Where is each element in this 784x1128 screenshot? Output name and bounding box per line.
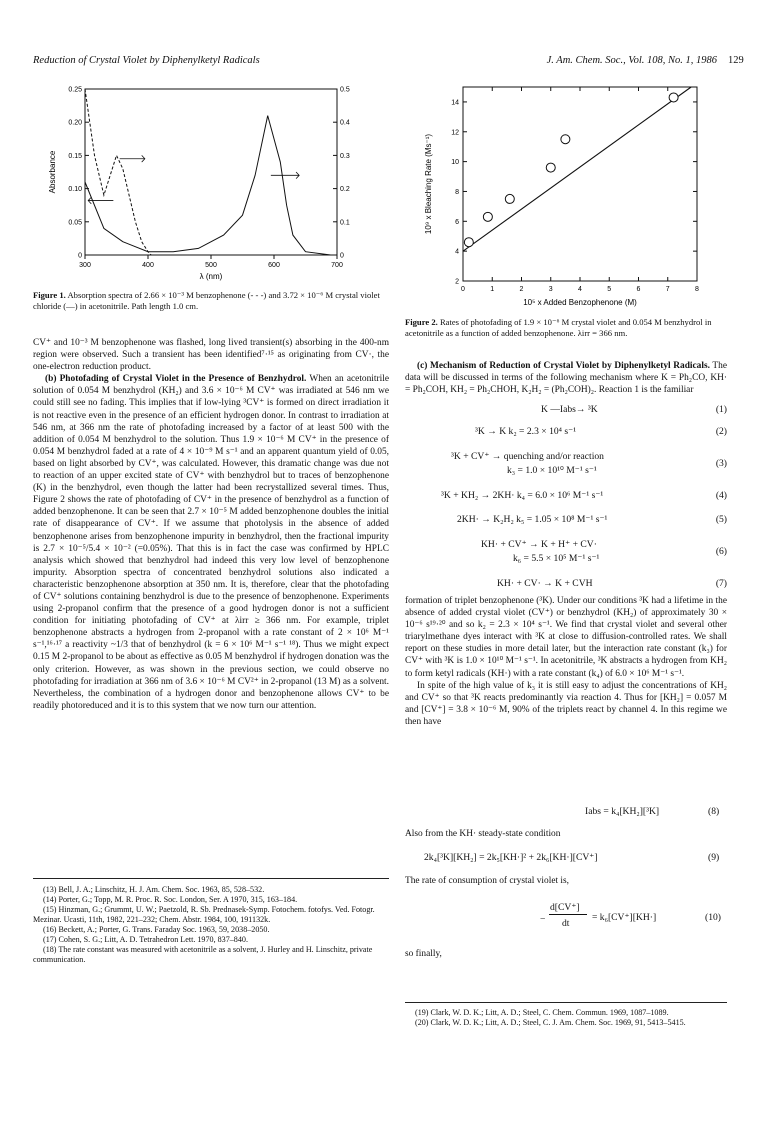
equation-4-number: (4) xyxy=(715,490,727,501)
fig2-x-tick-label: 3 xyxy=(548,286,553,293)
equation-10: − d[CV⁺] dt = k₆[CV⁺][KH·] xyxy=(540,902,657,929)
equation-5-number: (5) xyxy=(715,514,727,525)
fig2-y-tick-label: 8 xyxy=(455,188,459,196)
equation-8: Iabs = k₄[KH₂][³K] xyxy=(585,806,660,817)
fig2-y-tick-label: 12 xyxy=(451,129,459,137)
fig1-y-tick-label-left: 0 xyxy=(78,252,82,260)
fig1-x-axis-label: λ (nm) xyxy=(199,272,223,281)
fig1-y-tick-label-right: 0.2 xyxy=(340,186,350,194)
right-paragraph-1: formation of triplet benzophenone (³K). Under our conditions ³K had a lifetime in the absence of added crystal violet (CV⁺) or benzhydrol (KH₂) of approximately 30 × 10⁻⁶ s¹⁹·²⁰ and so k₂ = 2.3 × 10⁴ s⁻¹. We find that crystal violet and several other triarylmethane dyes interact with ³K at close to diffusion-controlled rates. We shall report on these studies in more detail later, but the interaction rate constant (k₃) for CV⁺ with ³K is 1.0 × 10¹⁰ M⁻¹ s⁻¹. In acetonitrile, ³K abstracts a hydrogen from KH₂ to form ketyl radicals (KH·) with a rate constant (k₄) of 6.0 × 10⁶ M⁻¹ s⁻¹. xyxy=(405,596,727,679)
equation-3-number: (3) xyxy=(715,458,727,469)
equation-6-rate: k₆ = 5.5 × 10⁵ M⁻¹ s⁻¹ xyxy=(513,553,600,564)
fig1-y-tick-label-right: 0.5 xyxy=(340,86,350,94)
fig1-y-tick-label-left: 0.25 xyxy=(68,86,82,94)
fig1-arrow-right-axis xyxy=(120,155,145,162)
figure-1-label: Figure 1. xyxy=(33,290,66,300)
references-right xyxy=(405,1008,727,1028)
fig1-series-dashed xyxy=(85,89,151,255)
fig2-y-tick-label: 14 xyxy=(451,99,459,107)
right-paragraph-4: The rate of consumption of crystal violet is, xyxy=(405,876,570,886)
fig2-y-tick-label: 2 xyxy=(455,278,459,286)
fig2-x-tick-label: 1 xyxy=(490,286,495,293)
fig1-y-axis-label: Absorbance xyxy=(48,150,57,194)
right-paragraph-2: In spite of the high value of k₃ it is still easy to adjust the concentrations of KH₂ and CV⁺ so that ³K reacts predominantly via reaction 4. Thus for [KH₂] = 0.057 M and [CV⁺] = 3.8 × 10⁻⁶ M, 90% of the triplets react by channel 4. In this regime we then have xyxy=(405,680,727,727)
fig2-x-tick-label: 8 xyxy=(695,286,699,293)
fig1-x-tick-label: 600 xyxy=(268,262,280,269)
fig2-x-tick-label: 0 xyxy=(461,286,465,293)
section-b-heading: (b) Photofading of Crystal Violet in the Presence of Benzhydrol. xyxy=(45,374,307,385)
fig1-x-tick-label: 700 xyxy=(331,262,343,269)
left-paragraph-2 xyxy=(33,373,389,712)
fig1-plot-frame xyxy=(85,89,337,255)
fig1-y-tick-label-left: 0.05 xyxy=(68,219,82,227)
figure-2-chart xyxy=(405,83,735,313)
equation-1: K —Iabs→ ³K xyxy=(541,404,598,415)
reference-left-2: (15) Hinzman, G.; Grummt, U. W.; Paetzold, R. Sb. Prednasek-Symp. Fotochem. fotofys. Ved. Fotogr. Mezinar. Ucasti, 11th, 1982, 221–232; Chem. Abstr. 1984, 100, 191132k. xyxy=(33,905,375,924)
equation-1-number: (1) xyxy=(715,404,727,415)
footnote-divider-left xyxy=(33,878,389,879)
right-column-body xyxy=(405,595,727,728)
fig1-y-tick-label-right: 0.3 xyxy=(340,152,350,160)
fig1-y-tick-label-left: 0.15 xyxy=(68,152,82,160)
equation-10-number: (10) xyxy=(705,912,721,923)
fig1-y-tick-label-right: 0 xyxy=(340,252,344,260)
fig2-x-tick-label: 6 xyxy=(636,286,641,293)
right-paragraph-3: Also from the KH· steady-state condition xyxy=(405,829,561,839)
figure-2-caption-text: Rates of photofading of 1.9 × 10⁻⁶ M crystal violet and 0.054 M benzhydrol in acetonitrile as a function of added benzophenone. λirr = 366 nm. xyxy=(405,317,712,338)
equation-10-numerator: d[CV⁺] xyxy=(550,902,580,913)
footnote-divider-right xyxy=(405,1002,727,1003)
fig1-series-solid xyxy=(85,116,331,255)
fig2-fit-line xyxy=(463,87,691,251)
reference-left-3: (16) Beckett, A.; Porter, G. Trans. Faraday Soc. 1963, 59, 2038–2050. xyxy=(43,925,270,934)
fig2-x-tick-label: 2 xyxy=(519,286,524,293)
equation-3-reaction: ³K + CV⁺ → quenching and/or reaction xyxy=(451,451,604,462)
fig2-x-tick-label: 4 xyxy=(578,286,582,293)
fig2-data-point xyxy=(483,212,492,221)
equation-7-number: (7) xyxy=(715,578,727,589)
fig2-data-point xyxy=(505,194,514,203)
right-column-intro xyxy=(405,360,727,396)
equation-4: ³K + KH₂ → 2KH· k₄ = 6.0 × 10⁶ M⁻¹ s⁻¹ xyxy=(441,490,604,501)
fig2-y-tick-label: 4 xyxy=(455,248,459,256)
fig1-x-tick-label: 500 xyxy=(205,262,217,269)
section-c-heading: (c) Mechanism of Reduction of Crystal Violet by Diphenylketyl Radicals. xyxy=(417,361,710,371)
equation-10-denominator: dt xyxy=(562,918,570,929)
reference-right-1: (20) Clark, W. D. K.; Litt, A. D.; Steel, C. J. Am. Chem. Soc. 1969, 91, 5413–5415. xyxy=(415,1018,686,1027)
reference-left-0: (13) Bell, J. A.; Linschitz, H. J. Am. Chem. Soc. 1963, 85, 528–532. xyxy=(43,885,265,894)
fig1-y-tick-label-left: 0.20 xyxy=(68,119,82,127)
fig1-y-tick-label-right: 0.4 xyxy=(340,119,350,127)
fig2-data-point xyxy=(546,163,555,172)
reference-left-4: (17) Cohen, S. G.; Litt, A. D. Tetrahedron Lett. 1970, 837–840. xyxy=(43,935,248,944)
equation-2: ³K → K k₂ = 2.3 × 10⁴ s⁻¹ xyxy=(475,426,577,437)
fig2-y-tick-label: 10 xyxy=(451,159,459,167)
figure-2-label: Figure 2. xyxy=(405,317,438,327)
fig2-data-point xyxy=(561,135,570,144)
reference-left-1: (14) Porter, G.; Topp, M. R. Proc. R. Soc. London, Ser. A 1970, 315, 163–184. xyxy=(43,895,298,904)
figure-1-chart xyxy=(45,83,385,283)
equation-10-rhs: = k₆[CV⁺][KH·] xyxy=(592,912,657,923)
page-number: 129 xyxy=(728,55,744,66)
equation-8-number: (8) xyxy=(708,806,720,817)
fig2-y-tick-label: 6 xyxy=(455,218,459,226)
fig1-x-tick-label: 400 xyxy=(142,262,154,269)
equation-6-reaction: KH· + CV⁺ → K + H⁺ + CV· xyxy=(481,539,597,550)
equation-2-number: (2) xyxy=(715,426,727,437)
figure-1-caption xyxy=(33,290,389,311)
fig2-x-tick-label: 5 xyxy=(607,286,612,293)
equation-7: KH· + CV· → K + CVH xyxy=(497,578,593,589)
section-b-text: When an acetonitrile solution of 0.054 M benzhydrol (KH₂) and 3.6 × 10⁻⁶ M CV⁺ was irradiated at 546 nm we could still see no fading. This implies that if low-lying ³CV⁺ is formed on direct irradiation it is not reactive even in the presence of an efficient hydrogen donor. In contrast to irradiation at 546 nm, at 366 nm the rate of photofading increased by a factor of at least 500 with the addition of 0.054 M benzhydrol to the solution. Thus 1.9 × 10⁻⁶ M CV⁺ in the presence of 0.054 M benzhydrol faded at a rate of 4 × 10⁻⁹ M s⁻¹ and an apparent quantum yield of 0.05, based on light absorbed by CV⁺, was calculated. However, this dramatic change was due not to reaction of an upper excited state of CV⁺ with benzhydrol but to traces of benzophenone (K) in the benzhydrol, even though the latter had been recrystallized several times. Thus, Figure 2 shows the rate of photofading of CV⁺ in the presence of benzhydrol as a function of added benzophenone. It can be seen that 2.7 × 10⁻⁵ M added benzophenone doubles the initial rate of disappearance of CV⁺. If we assume that photolysis in the absence of added benzophenone arises from benzophenone impurity in benzhydrol, then the fractional impurity is 2.7 × 10⁻⁵/5.4 × 10⁻² (=0.05%). That this is in fact the case was confirmed by HPLC analysis which showed that benzhydrol had indeed this very low level of benzophenone impurity. Absorption spectra of concentrated benzhydrol solutions also indicated a characteristic benzophenone absorption at 350 nm. It is, therefore, clear that the photofading of CV⁺ solutions containing benzhydrol is due to the presence of benzophenone. Experiments using 2-propanol confirm that the presence of a good hydrogen donor is not a sufficient condition for initiating photofading of CV⁺ at λirr ≥ 366 nm. For example, triplet benzophenone abstracts a hydrogen from 2-propanol with a rate constant of 2 × 10⁶ M⁻¹ s⁻¹,¹⁶·¹⁷ a reactivity ~1/3 that of benzhydrol (k = 6 × 10⁶ M⁻¹ s⁻¹ ¹⁸). Thus we might expect 0.15 M 2-propanol to be about as effective as 0.05 M benzhydrol if hydrogen donation was the only criterion. However, as was shown in the previous section, we could observe no photofading for irradiation at 366 nm of 3.6 × 10⁻⁶ M CV²⁺ in 2-propanol (13 M) as a solvent. Nevertheless, the combination of a hydrogen donor and benzophenone allows CV⁺ to be readily photoreduced and it is to this system that we now turn our attention. xyxy=(33,374,389,711)
reference-left-5: (18) The rate constant was measured with acetonitrile as a solvent, J. Hurley and H. Linschitz, private communication. xyxy=(33,945,373,964)
running-header-left: Reduction of Crystal Violet by Diphenylketyl Radicals xyxy=(33,55,260,66)
fig1-x-tick-label: 300 xyxy=(79,262,91,269)
section-c-intro: The data will be discussed in terms of the following mechanism where K = Ph₂CO, KH· = Ph₂COH, KH₂ = Ph₂CHOH, K₂H₂ = (Ph₂COH)₂. Reaction 1 is the familiar xyxy=(405,361,727,396)
fig1-y-tick-label-right: 0.1 xyxy=(340,219,350,227)
figure-1-caption-text: Absorption spectra of 2.66 × 10⁻³ M benzophenone (- - -) and 3.72 × 10⁻⁶ M crystal violet chloride (—) in acetonitrile. Path length 1.0 cm. xyxy=(33,290,380,311)
fig2-plot-frame xyxy=(463,87,697,281)
left-column xyxy=(33,337,389,712)
fig2-x-axis-label: 10⁵ x Added Benzophenone (M) xyxy=(523,298,637,307)
equation-9: 2k₄[³K][KH₂] = 2k₅[KH·]² + 2k₆[KH·][CV⁺] xyxy=(424,852,598,863)
reference-right-0: (19) Clark, W. D. K.; Litt, A. D.; Steel, C. Chem. Commun. 1969, 1087–1089. xyxy=(415,1008,669,1017)
equation-6-number: (6) xyxy=(715,546,727,557)
running-header-right: J. Am. Chem. Soc., Vol. 108, No. 1, 1986 xyxy=(546,55,717,66)
equation-3-rate: k₃ = 1.0 × 10¹⁰ M⁻¹ s⁻¹ xyxy=(507,465,597,476)
figure-2-caption xyxy=(405,317,727,338)
right-paragraph-5: so finally, xyxy=(405,949,442,959)
equation-9-number: (9) xyxy=(708,852,720,863)
fig2-data-point xyxy=(669,93,678,102)
references-left xyxy=(33,885,389,965)
fig2-data-point xyxy=(464,238,473,247)
fig1-arrow-solid-curve xyxy=(271,172,299,179)
equation-5: 2KH· → K₂H₂ k₅ = 1.05 × 10⁸ M⁻¹ s⁻¹ xyxy=(457,514,608,525)
left-paragraph-1: CV⁺ and 10⁻³ M benzophenone was flashed, long lived transient(s) absorbing in the 400-nm region were observed. Such a transient has been identified⁷·¹⁵ as originating from CV·, the one-electron reduction product. xyxy=(33,338,389,373)
fig2-x-tick-label: 7 xyxy=(665,286,670,293)
fig2-y-axis-label: 10⁹ x Bleaching Rate (Ms⁻¹) xyxy=(424,133,433,235)
fig1-y-tick-label-left: 0.10 xyxy=(68,186,82,194)
